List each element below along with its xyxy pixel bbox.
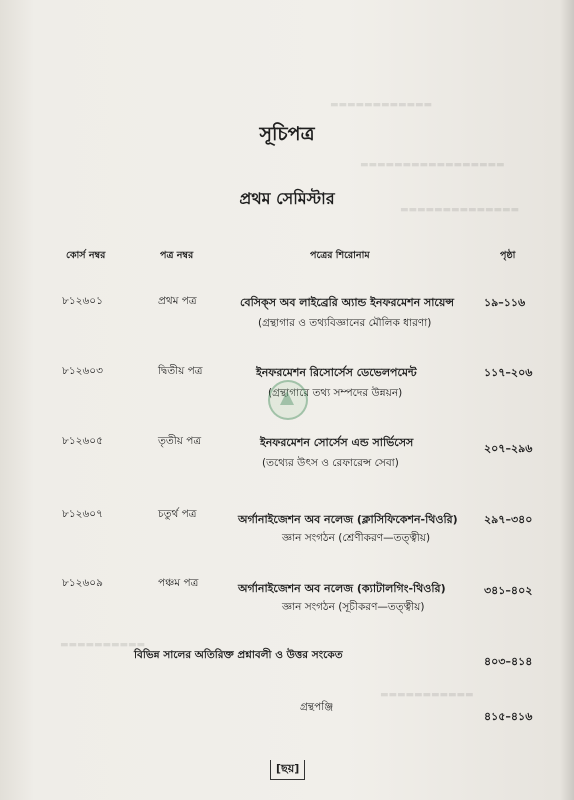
page-title: সূচিপত্র (259, 123, 315, 145)
bleed-through-text: ▬▬▬▬▬▬▬▬▬▬▬▬▬▬▬▬▬ (360, 160, 505, 170)
bibliography-pages: ৪১৫–৪১৬ (484, 710, 533, 723)
semester-heading: প্রথম সেমিস্টার (239, 189, 335, 208)
header-page: পৃষ্ঠা (500, 250, 516, 261)
page-range: ২৯৭–৩৪০ (484, 513, 533, 526)
extra-entry-label: বিভিন্ন সালের অতিরিক্ত প্রশ্নাবলী ও উত্তর সংকেত (134, 649, 343, 661)
paper-title: ইনফরমেশন সোর্সেস এন্ড সার্ভিসেস (260, 436, 414, 449)
course-code: ৮১২৬০৭ (62, 508, 103, 520)
page-number-footer: [ছয়] (270, 760, 305, 780)
paper-subtitle: জ্ঞান সংগঠন (সূচীকরণ—তত্ত্বীয়) (282, 601, 425, 613)
page-range: ২০৭–২৯৬ (484, 442, 533, 455)
header-paper-title: পত্রের শিরোনাম (310, 250, 370, 261)
bleed-through-text: ▬▬▬▬▬▬▬▬▬▬▬▬▬▬ (400, 205, 520, 215)
paper-number: চতুর্থ পত্র (158, 508, 197, 520)
footer-page-label: ছয় (281, 762, 295, 775)
course-code: ৮১২৬০১ (62, 295, 103, 307)
header-course-no: কোর্স নম্বর (66, 250, 106, 261)
course-code: ৮১২৬০৯ (62, 577, 103, 589)
paper-subtitle: (গ্রন্থাগারে তথ্য সম্পদের উন্নয়ন) (268, 387, 403, 399)
paper-subtitle: (তথ্যের উৎস ও রেফারেন্স সেবা) (262, 457, 399, 469)
bleed-through-text: ▬▬▬▬▬▬▬▬▬▬▬▬ (330, 100, 433, 110)
page-range: ১১৭–২০৬ (484, 366, 533, 379)
course-code: ৮১২৬০৩ (62, 365, 103, 377)
page-range: ৩৪১–৪০২ (484, 584, 533, 597)
course-code: ৮১২৬০৫ (62, 435, 103, 447)
paper-number: পঞ্চম পত্র (158, 577, 199, 589)
paper-subtitle: (গ্রন্থাগার ও তথ্যবিজ্ঞানের মৌলিক ধারণা) (258, 317, 432, 329)
paper-number: তৃতীয় পত্র (158, 435, 202, 447)
bibliography-label: গ্রন্থপঞ্জি (300, 701, 334, 713)
bleed-through-text: ▬▬▬▬▬▬▬▬▬▬▬ (380, 690, 474, 700)
paper-number: প্রথম পত্র (158, 295, 197, 307)
library-stamp (268, 380, 308, 420)
paper-title: অর্গানাইজেশন অব নলেজ (ক্যাটালগিং-থিওরি) (238, 582, 446, 595)
header-paper-no: পত্র নম্বর (160, 250, 194, 261)
paper-title: অর্গানাইজেশন অব নলেজ (ক্লাসিফিকেশন-থিওরি) (238, 513, 458, 526)
paper-title: বেসিক্‌স অব লাইব্রেরি অ্যান্ড ইনফরমেশন সায়েন্স (240, 296, 454, 309)
paper-title: ইনফরমেশন রিসোর্সেস ডেভেলপমেন্ট (256, 366, 417, 379)
bleed-through-text: ▬▬▬▬▬▬▬▬▬▬ (60, 640, 146, 650)
paper-number: দ্বিতীয় পত্র (158, 365, 203, 377)
extra-entry-pages: ৪০৩–৪১৪ (484, 655, 533, 668)
paper-subtitle: জ্ঞান সংগঠন (শ্রেণীকরণ—তত্ত্বীয়) (282, 532, 431, 544)
page-range: ১৯–১১৬ (484, 296, 526, 309)
